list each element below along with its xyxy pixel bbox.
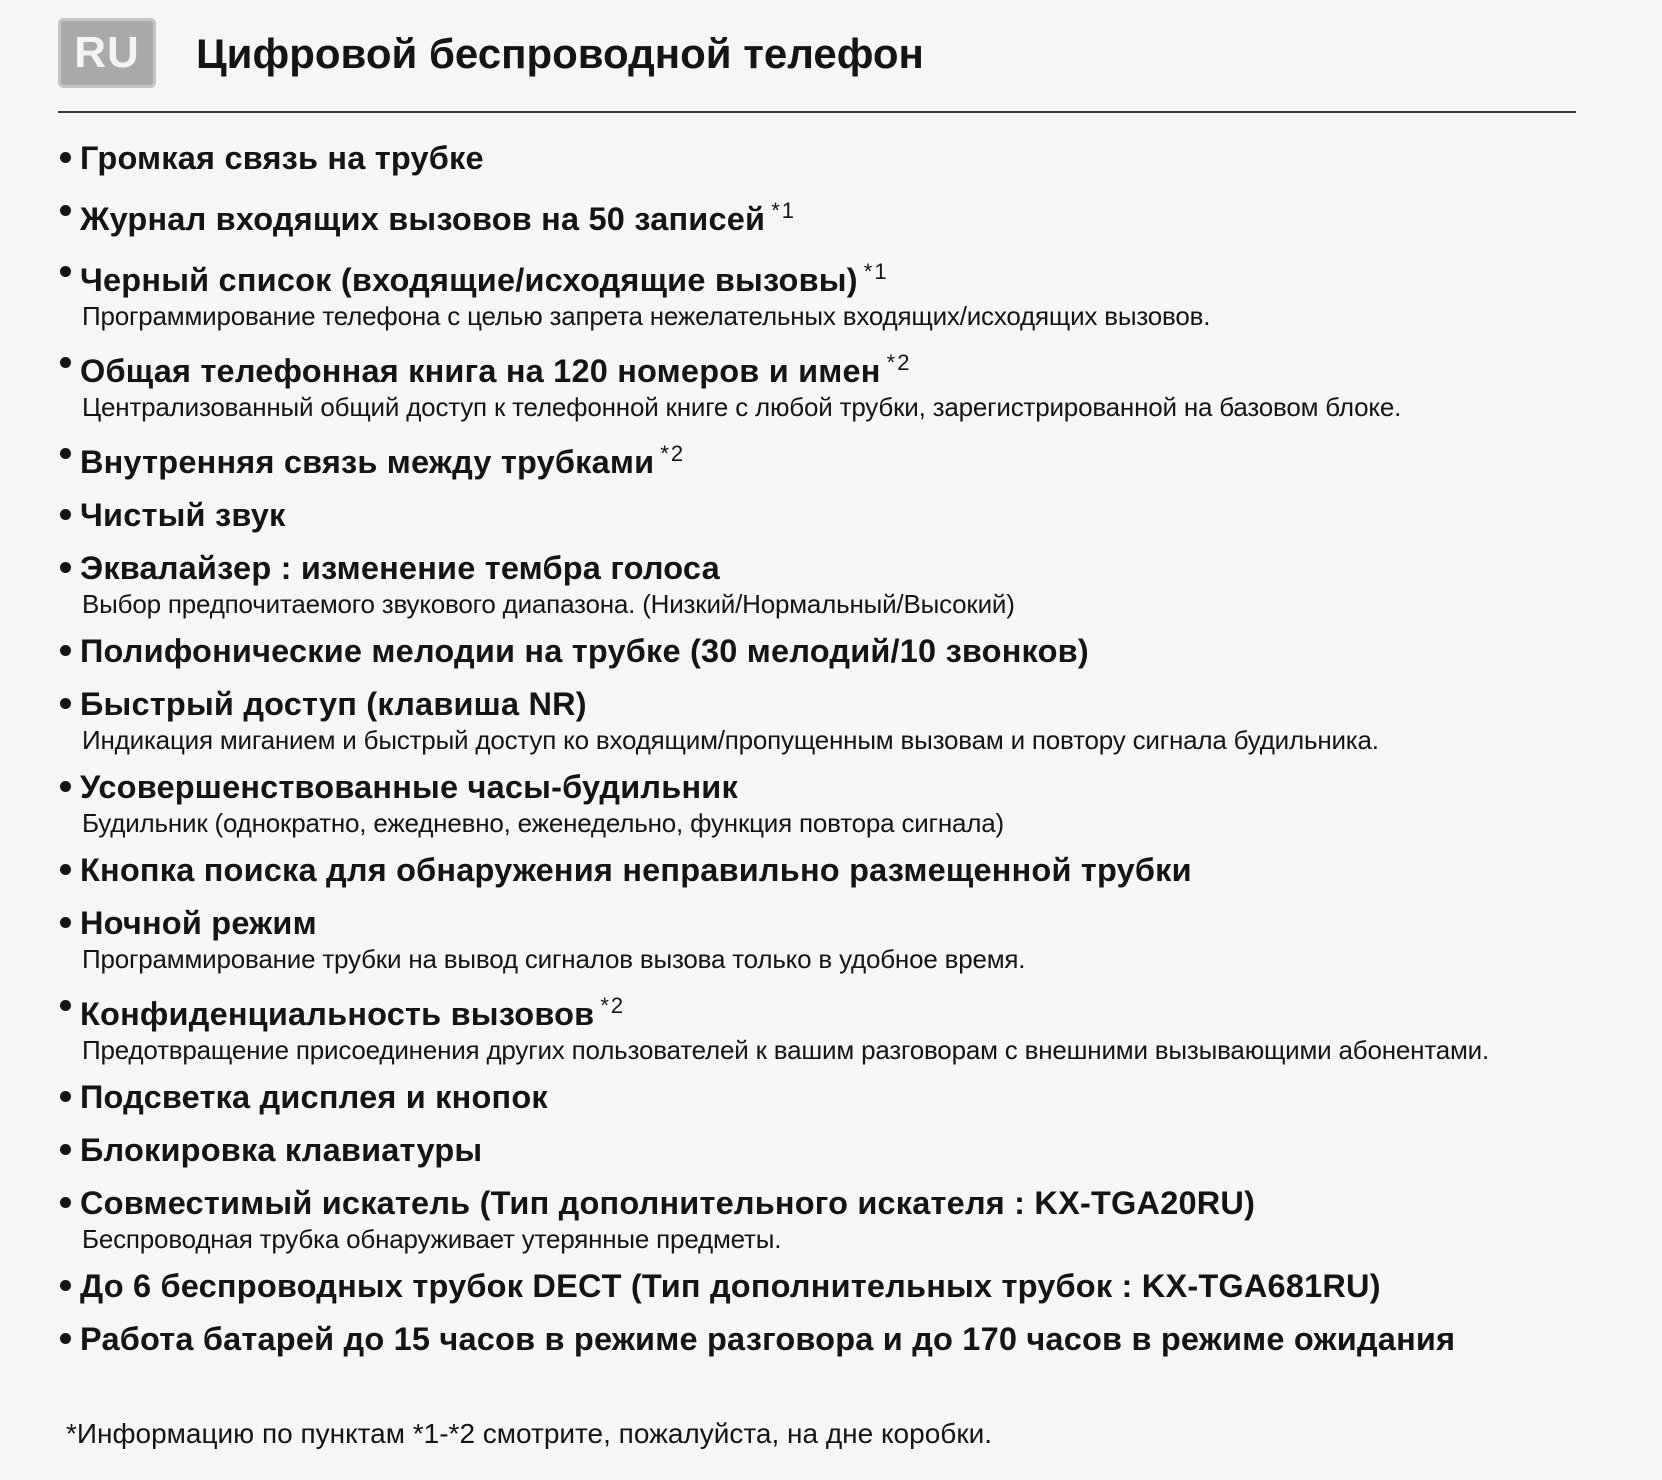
feature-description: Будильник (однократно, ежедневно, еженедельно, функция повтора сигнала) bbox=[82, 808, 1004, 838]
feature-title-text: Усовершенствованные часы-будильник bbox=[80, 769, 738, 805]
feature-item bbox=[58, 1128, 1618, 1172]
feature-description: Программирование телефона с целью запрета нежелательных входящих/исходящих вызовов. bbox=[82, 301, 1211, 331]
feature-title bbox=[58, 493, 1618, 537]
footnote-marker: *2 bbox=[660, 441, 686, 466]
feature-title bbox=[58, 682, 1618, 726]
feature-item bbox=[58, 1264, 1618, 1308]
feature-item bbox=[58, 629, 1618, 673]
feature-title-text: Конфиденциальность вызовов bbox=[80, 996, 595, 1032]
feature-title bbox=[58, 1264, 1618, 1308]
feature-title bbox=[58, 1075, 1618, 1119]
feature-title bbox=[58, 984, 1618, 1036]
feature-item bbox=[58, 1075, 1618, 1119]
feature-title-text: Общая телефонная книга на 120 номеров и имен bbox=[80, 353, 881, 389]
feature-item bbox=[58, 765, 1618, 839]
header bbox=[58, 18, 1578, 90]
footnote-marker: *2 bbox=[886, 350, 912, 375]
footnote: *Информацию по пунктам *1-*2 смотрите, пожалуйста, на дне коробки. bbox=[66, 1418, 992, 1449]
feature-description: Предотвращение присоединения других пользователей к вашим разговорам с внешними вызывающими абонентами. bbox=[82, 1035, 1490, 1065]
feature-title bbox=[58, 848, 1618, 892]
feature-title bbox=[58, 629, 1618, 673]
feature-title bbox=[58, 250, 1618, 302]
feature-item bbox=[58, 250, 1618, 332]
feature-title-text: Подсветка дисплея и кнопок bbox=[80, 1079, 548, 1115]
feature-title bbox=[58, 432, 1618, 484]
header-divider bbox=[58, 111, 1576, 113]
feature-item bbox=[58, 546, 1618, 620]
feature-description: Беспроводная трубка обнаруживает утерянные предметы. bbox=[82, 1224, 782, 1254]
feature-title bbox=[58, 901, 1618, 945]
feature-title bbox=[58, 1128, 1618, 1172]
feature-title-text: Эквалайзер : изменение тембра голоса bbox=[80, 550, 720, 586]
feature-title-text: Полифонические мелодии на трубке (30 мелодий/10 звонков) bbox=[80, 633, 1089, 669]
feature-item bbox=[58, 901, 1618, 975]
feature-title-text: Внутренняя связь между трубками bbox=[80, 444, 655, 480]
page-title: Цифровой беспроводной телефон bbox=[196, 30, 924, 77]
feature-description: Централизованный общий доступ к телефонной книге с любой трубки, зарегистрированной на базовом блоке. bbox=[82, 392, 1402, 422]
feature-description: Выбор предпочитаемого звукового диапазона. (Низкий/Нормальный/Высокий) bbox=[82, 589, 1015, 619]
footnote-marker: *2 bbox=[600, 993, 626, 1018]
feature-title bbox=[58, 136, 1618, 180]
feature-item bbox=[58, 432, 1618, 484]
feature-title bbox=[58, 189, 1618, 241]
feature-title bbox=[58, 1317, 1618, 1361]
feature-title-text: Работа батарей до 15 часов в режиме разговора и до 170 часов в режиме ожидания bbox=[80, 1321, 1456, 1357]
feature-description: Индикация миганием и быстрый доступ ко входящим/пропущенным вызовам и повтору сигнала будильника. bbox=[82, 725, 1379, 755]
feature-item bbox=[58, 136, 1618, 180]
feature-title-text: Блокировка клавиатуры bbox=[80, 1132, 483, 1168]
feature-title-text: Совместимый искатель (Тип дополнительного искателя : KX-TGA20RU) bbox=[80, 1185, 1256, 1221]
feature-list bbox=[58, 136, 1618, 1370]
feature-item bbox=[58, 493, 1618, 537]
feature-item bbox=[58, 1317, 1618, 1361]
feature-title bbox=[58, 765, 1618, 809]
feature-title bbox=[58, 1181, 1618, 1225]
feature-title-text: Громкая связь на трубке bbox=[80, 140, 484, 176]
feature-item bbox=[58, 682, 1618, 756]
language-badge-label: RU bbox=[74, 28, 140, 77]
feature-item bbox=[58, 1181, 1618, 1255]
feature-title-text: Кнопка поиска для обнаружения неправильно размещенной трубки bbox=[80, 852, 1192, 888]
feature-title bbox=[58, 546, 1618, 590]
feature-title bbox=[58, 341, 1618, 393]
feature-title-text: Чистый звук bbox=[80, 497, 286, 533]
feature-title-text: До 6 беспроводных трубок DECT (Тип дополнительных трубок : KX-TGA681RU) bbox=[80, 1268, 1381, 1304]
feature-title-text: Ночной режим bbox=[80, 905, 317, 941]
feature-description: Программирование трубки на вывод сигналов вызова только в удобное время. bbox=[82, 944, 1026, 974]
feature-item bbox=[58, 848, 1618, 892]
footnote-marker: *1 bbox=[771, 198, 797, 223]
footnote-marker: *1 bbox=[863, 259, 889, 284]
feature-item bbox=[58, 341, 1618, 423]
feature-title-text: Черный список (входящие/исходящие вызовы) bbox=[80, 262, 858, 298]
feature-item bbox=[58, 189, 1618, 241]
feature-item bbox=[58, 984, 1618, 1066]
language-badge bbox=[58, 18, 156, 88]
feature-title-text: Быстрый доступ (клавиша NR) bbox=[80, 686, 587, 722]
feature-title-text: Журнал входящих вызовов на 50 записей bbox=[80, 201, 766, 237]
